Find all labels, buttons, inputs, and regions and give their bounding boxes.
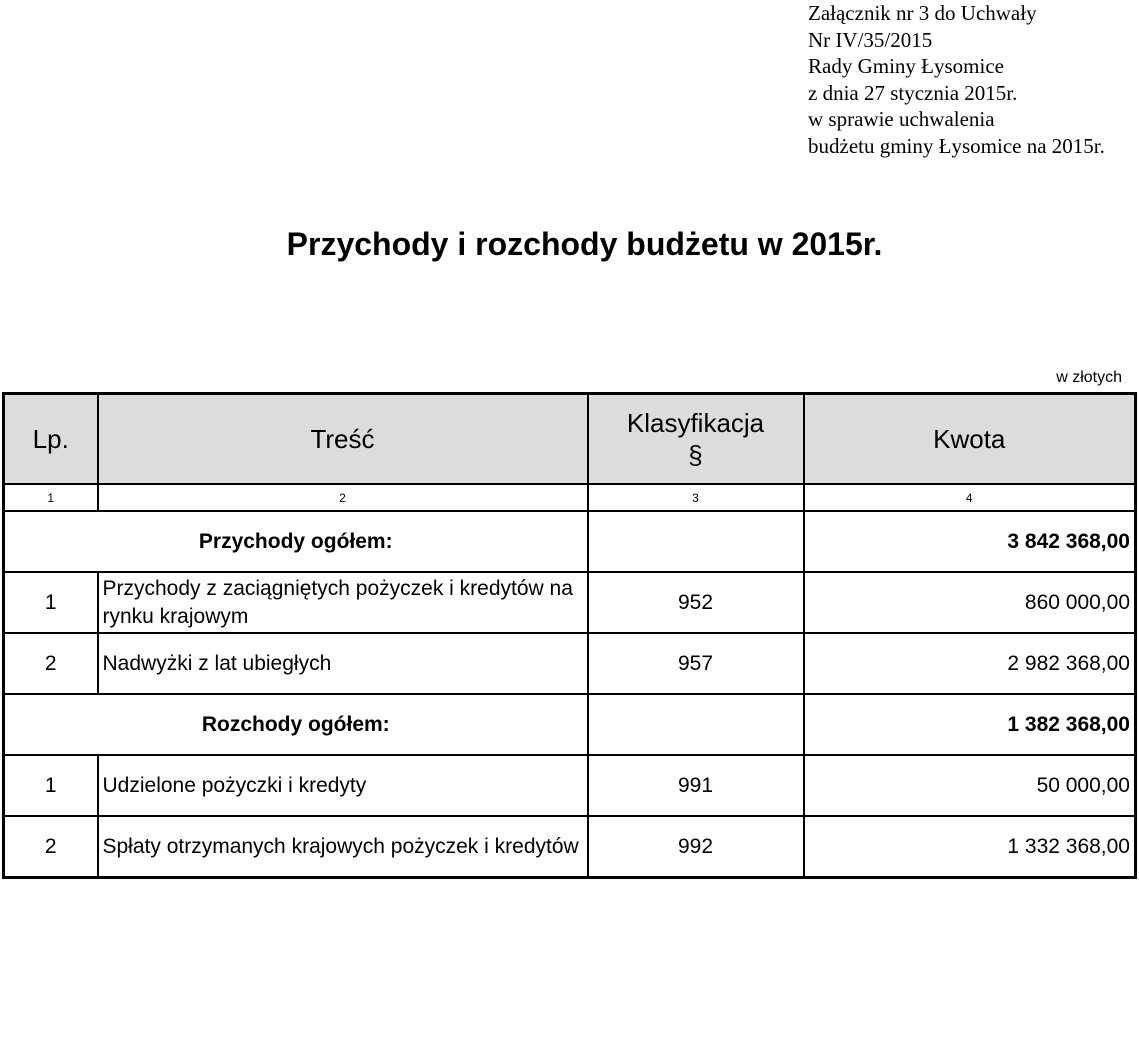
table-row [4, 755, 1136, 816]
attachment-line: z dnia 27 stycznia 2015r. [808, 80, 1018, 105]
page-title: Przychody i rozchody budżetu w 2015r. [286, 226, 883, 262]
table-row [4, 816, 1136, 878]
row-kwota: 1 332 368,00 [804, 816, 1136, 878]
column-number: 4 [804, 484, 1136, 511]
income-total-label: Przychody ogółem: [4, 511, 588, 572]
expense-total-row [4, 694, 1136, 755]
expense-total-label: Rozchody ogółem: [4, 694, 588, 755]
row-kwota: 50 000,00 [804, 755, 1136, 816]
column-number: 2 [98, 484, 588, 511]
row-kwota: 2 982 368,00 [804, 633, 1136, 694]
row-tresc: Spłaty otrzymanych krajowych pożyczek i kredytów [98, 816, 588, 878]
header-kwota: Kwota [804, 394, 1136, 485]
attachment-line: Załącznik nr 3 do Uchwały [808, 1, 1037, 25]
header-klasyfikacja [588, 394, 804, 485]
row-kwota: 860 000,00 [804, 572, 1136, 633]
income-total-amount: 3 842 368,00 [804, 511, 1136, 572]
column-number: 3 [588, 484, 804, 511]
row-klasyfikacja: 952 [588, 572, 804, 633]
column-number-row [4, 484, 1136, 511]
row-tresc: Udzielone pożyczki i kredyty [98, 755, 588, 816]
row-lp: 1 [4, 572, 98, 633]
income-total-row [4, 511, 1136, 572]
row-lp: 1 [4, 755, 98, 816]
header-klasyfikacja-label: Klasyfikacja [626, 408, 765, 438]
table-header-row [4, 394, 1136, 485]
row-tresc: Nadwyżki z lat ubiegłych [98, 633, 588, 694]
unit-note: w złotych [1056, 369, 1122, 386]
row-klasyfikacja: 957 [588, 633, 804, 694]
row-tresc: Przychody z zaciągniętych pożyczek i kredytów na rynku krajowym [98, 572, 588, 633]
header-lp: Lp. [4, 394, 98, 485]
column-number: 1 [4, 484, 98, 511]
header-tresc: Treść [98, 394, 588, 485]
row-klasyfikacja: 992 [588, 816, 804, 878]
income-total-klasyfikacja [588, 511, 804, 572]
attachment-line: Rady Gminy Łysomice [808, 54, 1004, 78]
expense-total-amount: 1 382 368,00 [804, 694, 1136, 755]
row-lp: 2 [4, 633, 98, 694]
header-klasyfikacja-symbol: § [688, 440, 703, 470]
budget-table [2, 392, 1137, 879]
table-row [4, 633, 1136, 694]
table-row [4, 572, 1136, 633]
expense-total-klasyfikacja [588, 694, 804, 755]
attachment-note [808, 0, 1105, 159]
attachment-line: budżetu gminy Łysomice na 2015r. [808, 133, 1105, 158]
row-klasyfikacja: 991 [588, 755, 804, 816]
attachment-line: Nr IV/35/2015 [808, 27, 933, 52]
attachment-line: w sprawie uchwalenia [808, 107, 995, 131]
row-lp: 2 [4, 816, 98, 878]
